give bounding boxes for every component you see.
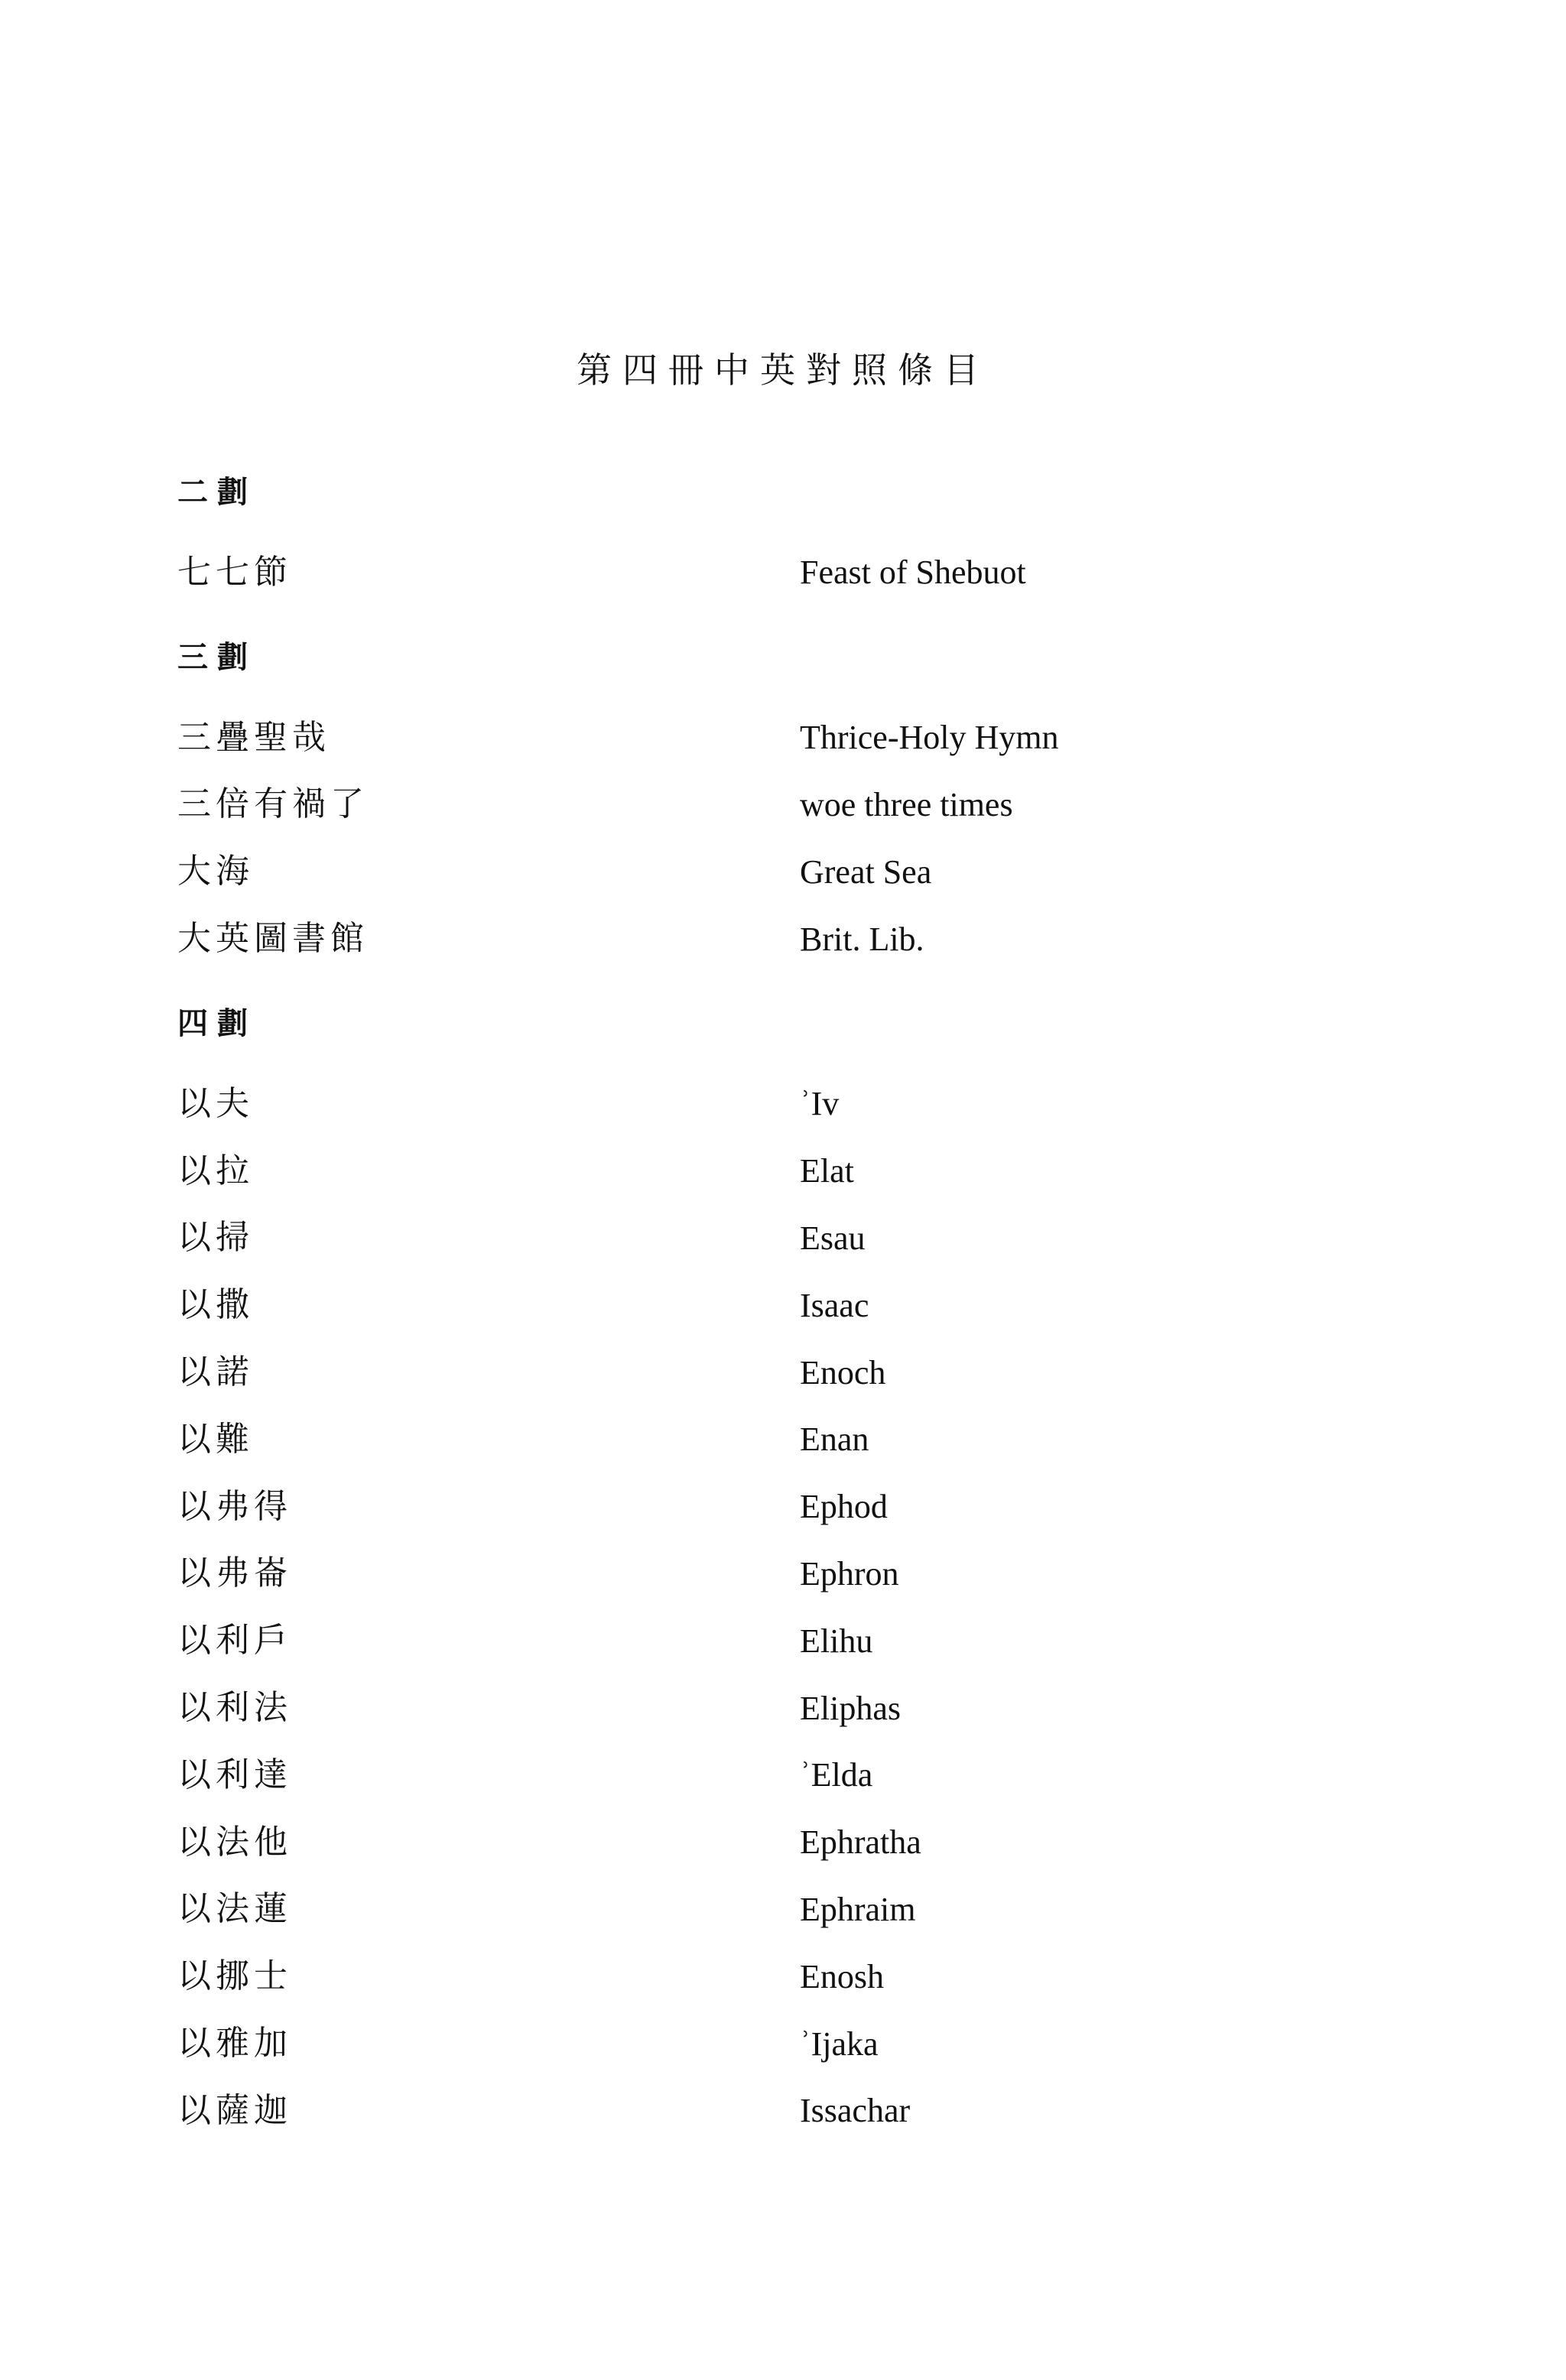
entry-chinese: 以雅加	[177, 2024, 292, 2063]
entry-row	[177, 1738, 1477, 1805]
entry-row	[177, 901, 1477, 969]
section-header: 四劃	[177, 1005, 257, 1041]
entry-row	[177, 1537, 1477, 1604]
entry-row	[177, 1335, 1477, 1402]
entry-english: Elat	[800, 1152, 854, 1190]
entry-chinese: 以利戶	[177, 1621, 292, 1661]
entry-english: Thrice-Holy Hymn	[800, 719, 1059, 757]
entry-english: Eliphas	[800, 1689, 901, 1727]
entry-chinese: 以法蓮	[177, 1889, 292, 1929]
entry-row	[177, 700, 1477, 768]
entry-chinese: 以難	[177, 1419, 254, 1459]
entry-english: Issachar	[800, 2092, 911, 2130]
section-two-strokes	[177, 468, 1477, 602]
entry-row	[177, 1603, 1477, 1671]
entry-chinese: 以挪士	[177, 1956, 292, 1996]
entry-english: Enan	[800, 1421, 869, 1459]
entry-chinese: 以夫	[177, 1083, 254, 1123]
section-three-strokes	[177, 633, 1477, 969]
entry-chinese: 以諾	[177, 1352, 254, 1392]
entry-row	[177, 1067, 1477, 1134]
section-header: 二劃	[177, 475, 257, 510]
entry-row	[177, 1872, 1477, 1940]
entry-chinese: 以拉	[177, 1151, 254, 1190]
section-four-strokes	[177, 999, 1477, 2141]
entry-row	[177, 834, 1477, 901]
entry-english: Great Sea	[800, 852, 932, 891]
entry-english: Feast of Shebuot	[800, 554, 1026, 592]
glossary-index	[177, 468, 1477, 2171]
entry-english: woe three times	[800, 785, 1013, 823]
entry-english: Elihu	[800, 1622, 873, 1660]
entry-chinese: 大海	[177, 852, 254, 891]
entry-chinese: 以薩迦	[177, 2090, 292, 2130]
entry-english: Ephratha	[800, 1823, 921, 1862]
entry-chinese: 以弗得	[177, 1486, 292, 1526]
entry-row	[177, 1402, 1477, 1469]
entry-chinese: 大英圖書館	[177, 919, 369, 959]
entry-chinese: 以弗崙	[177, 1554, 292, 1593]
entry-chinese: 以撒	[177, 1285, 254, 1325]
entry-english: ʾIv	[800, 1085, 840, 1123]
entry-chinese: 以法他	[177, 1822, 292, 1862]
entry-english: Esau	[800, 1219, 866, 1257]
entry-english: ʾIjaka	[800, 2024, 879, 2063]
entry-chinese: 以利法	[177, 1688, 292, 1728]
entry-row	[177, 2073, 1477, 2141]
entry-row	[177, 1201, 1477, 1268]
entry-english: Ephraim	[800, 1890, 916, 1928]
entry-row	[177, 1268, 1477, 1335]
entry-row	[177, 2006, 1477, 2073]
entry-chinese: 三疊聖哉	[177, 717, 330, 757]
entry-row	[177, 1805, 1477, 1872]
entry-chinese: 以掃	[177, 1218, 254, 1258]
entry-chinese: 三倍有禍了	[177, 784, 369, 824]
entry-row	[177, 535, 1477, 602]
entry-row	[177, 1469, 1477, 1537]
entry-chinese: 七七節	[177, 552, 292, 592]
entry-english: Ephron	[800, 1554, 899, 1593]
entry-english: Brit. Lib.	[800, 920, 924, 958]
entry-row	[177, 1939, 1477, 2006]
section-header: 三劃	[177, 639, 257, 675]
entry-english: Enosh	[800, 1957, 884, 1995]
entry-chinese: 以利達	[177, 1755, 292, 1794]
entry-english: Ephod	[800, 1488, 888, 1526]
entry-row	[177, 1134, 1477, 1201]
page-title: 第四冊中英對照條目	[577, 349, 989, 391]
entry-english: ʾElda	[800, 1756, 873, 1794]
entry-english: Isaac	[800, 1286, 869, 1324]
entry-row	[177, 768, 1477, 835]
entry-english: Enoch	[800, 1353, 886, 1391]
entry-row	[177, 1671, 1477, 1738]
